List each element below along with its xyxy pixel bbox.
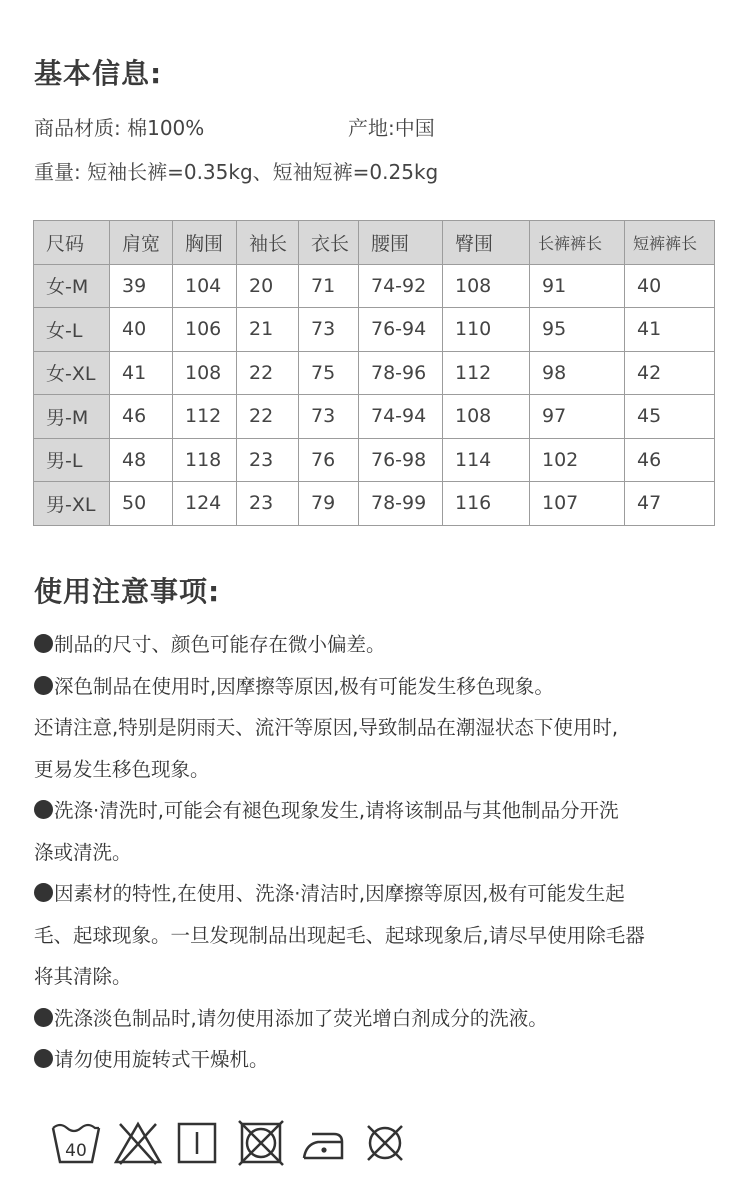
- note-line: 制品的尺寸、颜色可能存在微小偏差。: [34, 624, 724, 666]
- bullet-icon: [34, 883, 53, 902]
- table-cell: 22: [237, 351, 299, 395]
- bullet-icon: [34, 1049, 53, 1068]
- table-cell: 118: [173, 438, 237, 482]
- table-cell: 46: [110, 395, 173, 439]
- bullet-icon: [34, 676, 53, 695]
- iron-low-icon: [298, 1118, 348, 1168]
- table-cell: 45: [625, 395, 715, 439]
- table-cell: 男-M: [34, 395, 110, 439]
- table-cell: 78-99: [359, 482, 443, 526]
- header-shoulder: 肩宽: [110, 221, 173, 265]
- header-short-pants: 短裤裤长: [625, 221, 715, 265]
- table-cell: 124: [173, 482, 237, 526]
- origin-text: 产地:中国: [348, 116, 435, 140]
- table-cell: 97: [530, 395, 625, 439]
- notes-title: 使用注意事项:: [34, 575, 221, 608]
- svg-text:40: 40: [65, 1141, 87, 1161]
- table-cell: 男-L: [34, 438, 110, 482]
- table-cell: 78-96: [359, 351, 443, 395]
- no-bleach-icon: [112, 1118, 164, 1168]
- table-cell: 23: [237, 438, 299, 482]
- table-cell: 114: [443, 438, 530, 482]
- note-line: 洗涤淡色制品时,请勿使用添加了荧光增白剂成分的洗液。: [34, 998, 724, 1040]
- table-cell: 女-M: [34, 264, 110, 308]
- header-long-pants: 长裤裤长: [530, 221, 625, 265]
- table-cell: 女-XL: [34, 351, 110, 395]
- size-table: [33, 220, 715, 526]
- table-cell: 男-XL: [34, 482, 110, 526]
- no-dry-clean-icon: [360, 1118, 410, 1168]
- table-cell: 41: [110, 351, 173, 395]
- table-cell: 71: [299, 264, 359, 308]
- table-cell: 79: [299, 482, 359, 526]
- table-cell: 50: [110, 482, 173, 526]
- table-cell: 74-92: [359, 264, 443, 308]
- table-cell: 39: [110, 264, 173, 308]
- table-cell: 102: [530, 438, 625, 482]
- table-cell: 76-98: [359, 438, 443, 482]
- basic-info-row-1: [34, 112, 435, 141]
- note-line: 深色制品在使用时,因摩擦等原因,极有可能发生移色现象。: [34, 666, 724, 708]
- table-cell: 108: [173, 351, 237, 395]
- bullet-icon: [34, 800, 53, 819]
- table-cell: 40: [625, 264, 715, 308]
- table-cell: 23: [237, 482, 299, 526]
- table-cell: 40: [110, 308, 173, 352]
- note-line: 请勿使用旋转式干燥机。: [34, 1039, 724, 1081]
- wash-40-icon: [50, 1118, 102, 1168]
- table-cell: 76-94: [359, 308, 443, 352]
- header-length: 衣长: [299, 221, 359, 265]
- table-cell: 110: [443, 308, 530, 352]
- table-cell: 75: [299, 351, 359, 395]
- table-cell: 116: [443, 482, 530, 526]
- notes-list: [34, 624, 724, 1081]
- table-cell: 48: [110, 438, 173, 482]
- table-cell: 107: [530, 482, 625, 526]
- header-hip: 臀围: [443, 221, 530, 265]
- table-cell: 104: [173, 264, 237, 308]
- table-cell: 22: [237, 395, 299, 439]
- note-line: 更易发生移色现象。: [34, 757, 210, 781]
- table-cell: 95: [530, 308, 625, 352]
- table-cell: 74-94: [359, 395, 443, 439]
- header-waist: 腰围: [359, 221, 443, 265]
- table-row: [34, 264, 715, 308]
- table-cell: 46: [625, 438, 715, 482]
- bullet-icon: [34, 634, 53, 653]
- size-table-header: [34, 221, 715, 265]
- header-chest: 胸围: [173, 221, 237, 265]
- note-line: 因素材的特性,在使用、洗涤·清洁时,因摩擦等原因,极有可能发生起: [34, 873, 724, 915]
- table-cell: 108: [443, 395, 530, 439]
- table-row: [34, 482, 715, 526]
- table-row: [34, 395, 715, 439]
- table-cell: 106: [173, 308, 237, 352]
- table-cell: 91: [530, 264, 625, 308]
- table-cell: 112: [173, 395, 237, 439]
- table-cell: 42: [625, 351, 715, 395]
- basic-info-title: 基本信息:: [34, 57, 163, 90]
- table-cell: 47: [625, 482, 715, 526]
- care-symbols: [50, 1118, 410, 1174]
- note-line: 毛、起球现象。一旦发现制品出现起毛、起球现象后,请尽早使用除毛器: [34, 923, 645, 947]
- bullet-icon: [34, 1008, 53, 1027]
- table-cell: 76: [299, 438, 359, 482]
- table-cell: 112: [443, 351, 530, 395]
- table-cell: 21: [237, 308, 299, 352]
- line-dry-icon: [174, 1118, 220, 1168]
- table-cell: 98: [530, 351, 625, 395]
- weight-text: 重量: 短袖长裤=0.35kg、短袖短裤=0.25kg: [34, 160, 439, 184]
- header-sleeve: 袖长: [237, 221, 299, 265]
- table-cell: 女-L: [34, 308, 110, 352]
- table-cell: 73: [299, 395, 359, 439]
- material-text: 商品材质: 棉100%: [34, 116, 205, 140]
- table-cell: 20: [237, 264, 299, 308]
- table-cell: 108: [443, 264, 530, 308]
- no-tumble-dry-icon: [236, 1118, 286, 1168]
- note-line: 还请注意,特别是阴雨天、流汗等原因,导致制品在潮湿状态下使用时,: [34, 716, 619, 739]
- table-row: [34, 438, 715, 482]
- note-line: 洗涤·清洗时,可能会有褪色现象发生,请将该制品与其他制品分开洗: [34, 790, 724, 832]
- note-line: 涤或清洗。: [34, 840, 132, 864]
- table-row: [34, 351, 715, 395]
- table-cell: 41: [625, 308, 715, 352]
- header-size: 尺码: [34, 221, 110, 265]
- table-row: [34, 308, 715, 352]
- table-cell: 73: [299, 308, 359, 352]
- note-line: 将其清除。: [34, 965, 132, 988]
